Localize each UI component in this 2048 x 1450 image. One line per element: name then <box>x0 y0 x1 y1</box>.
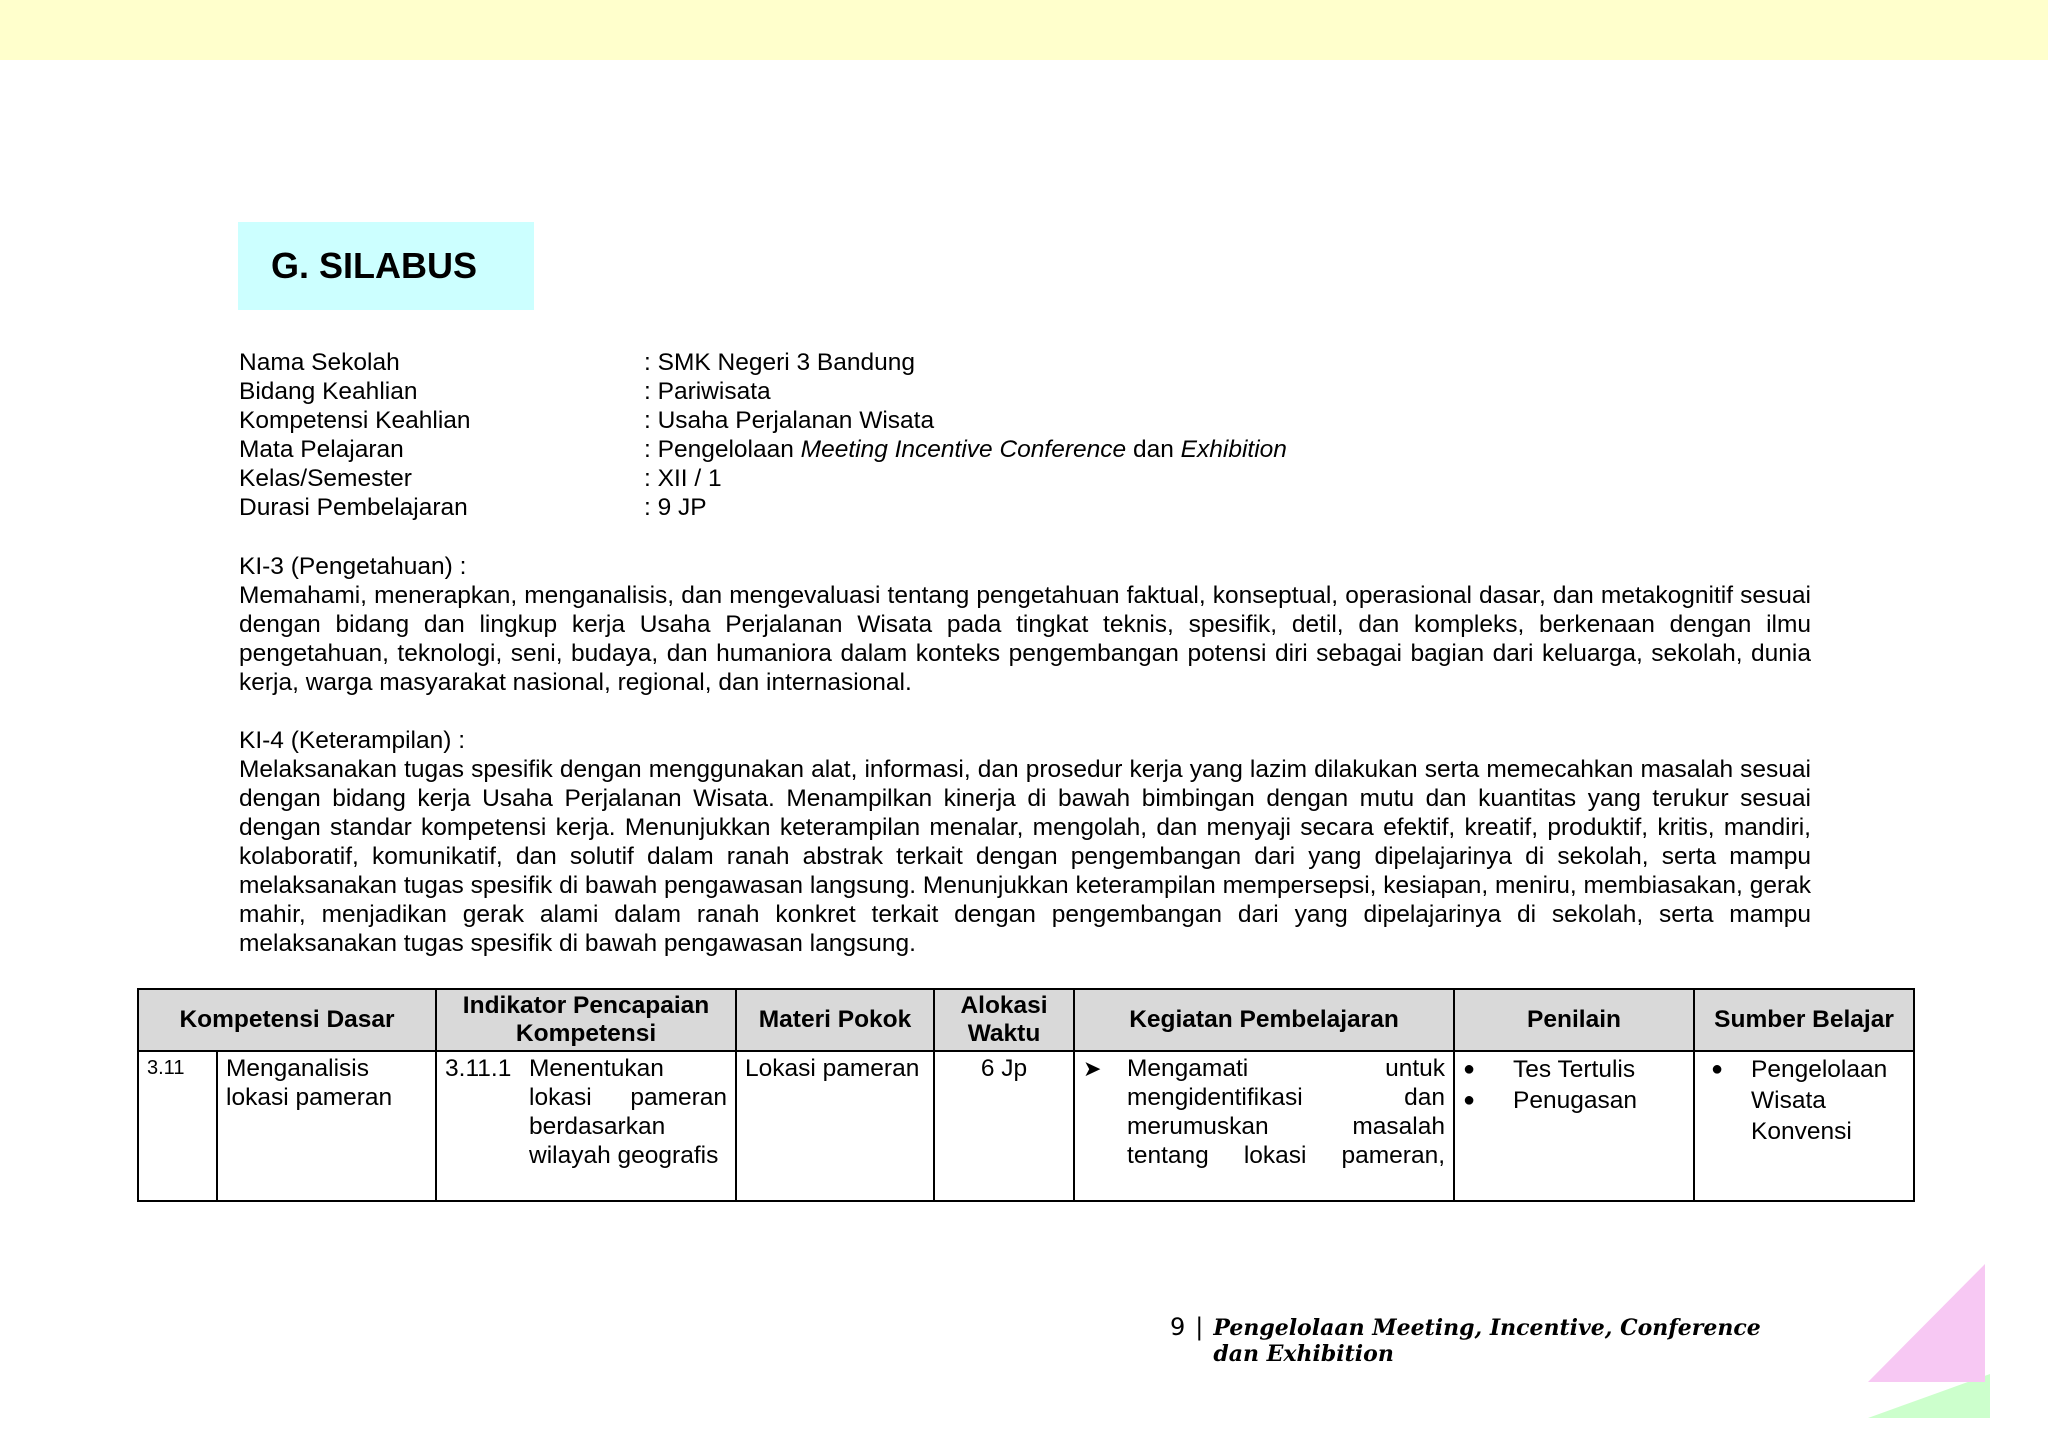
ipk-cell <box>436 1051 736 1201</box>
kegiatan-cell <box>1074 1051 1454 1201</box>
ipk-number: 3.11.1 <box>445 1055 512 1082</box>
meta-row-school <box>239 348 1287 377</box>
header-alokasi: Alokasi Waktu <box>934 989 1074 1051</box>
footer-separator: | <box>1195 1313 1204 1341</box>
meta-value: : 9 JP <box>644 494 707 521</box>
list-item <box>1463 1085 1685 1116</box>
ki4-heading: KI-4 (Keterampilan) : <box>239 727 466 754</box>
meta-row-class <box>239 464 1287 493</box>
table-row <box>138 1051 1914 1201</box>
meta-value-italic: Exhibition <box>1180 436 1287 463</box>
footer-title: Pengelolaan Meeting, Incentive, Conference dan Exhibition <box>1213 1315 1761 1367</box>
page-footer <box>1170 1313 1810 1367</box>
list-item <box>1703 1054 1905 1147</box>
ki3-block <box>239 552 1811 697</box>
meta-value-part: dan <box>1126 436 1181 463</box>
meta-row-subject <box>239 435 1287 464</box>
meta-row-field <box>239 377 1287 406</box>
header-kd: Kompetensi Dasar <box>138 989 436 1051</box>
table-header-row <box>138 989 1914 1051</box>
arrow-bullet-icon: ➤ <box>1083 1056 1102 1081</box>
meta-row-competency <box>239 406 1287 435</box>
meta-row-duration <box>239 493 1287 522</box>
penilaian-item: Penugasan <box>1513 1087 1637 1114</box>
kegiatan-text: Mengamati untuk mengidentifikasi dan merumuskan masalah tentang lokasi pameran, <box>1127 1055 1446 1169</box>
meta-value-part: : Pengelolaan <box>644 436 801 463</box>
penilaian-cell <box>1454 1051 1694 1201</box>
meta-value: : SMK Negeri 3 Bandung <box>644 349 916 376</box>
top-band <box>0 0 2048 60</box>
header-materi: Materi Pokok <box>736 989 934 1051</box>
header-ipk: Indikator Pencapaian Kompetensi <box>436 989 736 1051</box>
kd-text: Menganalisis lokasi pameran <box>217 1051 436 1201</box>
meta-label: Bidang Keahlian <box>239 378 418 405</box>
meta-label: Kompetensi Keahlian <box>239 407 471 434</box>
header-penilaian: Penilain <box>1454 989 1694 1051</box>
meta-label: Kelas/Semester <box>239 465 412 492</box>
meta-value: : Usaha Perjalanan Wisata <box>644 407 935 434</box>
ki4-block <box>239 726 1811 958</box>
meta-label: Mata Pelajaran <box>239 436 404 463</box>
section-title-text: G. SILABUS <box>271 245 478 286</box>
ipk-text: Menentukan lokasi pameran berdasarkan wilayah geografis <box>529 1055 728 1169</box>
list-item <box>1463 1054 1685 1085</box>
alokasi-cell: 6 Jp <box>934 1051 1074 1201</box>
ki3-heading: KI-3 (Pengetahuan) : <box>239 553 467 580</box>
bullet-icon: ● <box>1463 1089 1476 1111</box>
corner-decoration <box>1860 1262 2000 1422</box>
section-title <box>238 222 534 310</box>
pink-triangle <box>1868 1264 1985 1382</box>
meta-value <box>644 435 1287 464</box>
kd-number: 3.11 <box>138 1051 217 1201</box>
sumber-cell <box>1694 1051 1914 1201</box>
syllabus-table <box>137 988 1915 1202</box>
meta-value: : Pariwisata <box>644 378 771 405</box>
ki3-text: Memahami, menerapkan, menganalisis, dan mengevaluasi tentang pengetahuan faktual, konseptual, operasional dasar, dan metakognitif sesuai dengan bidang dan lingkup kerja Usaha Perjalanan Wisata pada tingkat teknis, spesifik, detil, dan kompleks, berkenaan dengan ilmu pengetahuan, teknologi, seni, budaya, dan humaniora dalam konteks pengembangan potensi diri sebagai bagian dari keluarga, sekolah, dunia kerja, warga masyarakat nasional, regional, dan internasional. <box>239 582 1811 696</box>
meta-label: Nama Sekolah <box>239 349 400 376</box>
header-kegiatan: Kegiatan Pembelajaran <box>1074 989 1454 1051</box>
meta-value-italic: Meeting Incentive Conference <box>800 436 1127 463</box>
bullet-icon: ● <box>1463 1058 1476 1080</box>
penilaian-item: Tes Tertulis <box>1513 1056 1636 1083</box>
meta-label: Durasi Pembelajaran <box>239 494 468 521</box>
bullet-icon: ● <box>1711 1058 1724 1080</box>
page-number: 9 <box>1170 1313 1186 1341</box>
identity-block <box>239 348 1287 522</box>
materi-cell: Lokasi pameran <box>736 1051 934 1201</box>
meta-value: : XII / 1 <box>644 465 722 492</box>
header-sumber: Sumber Belajar <box>1694 989 1914 1051</box>
sumber-item: Pengelolaan Wisata Konvensi <box>1751 1056 1888 1145</box>
ki4-text: Melaksanakan tugas spesifik dengan menggunakan alat, informasi, dan prosedur kerja yang lazim dilakukan serta memecahkan masalah sesuai dengan bidang kerja Usaha Perjalanan Wisata. Menampilkan kinerja di bawah bimbingan dengan mutu dan kuantitas yang terukur sesuai dengan standar kompetensi kerja. Menunjukkan keterampilan menalar, mengolah, dan menyaji secara efektif, kreatif, produktif, kritis, mandiri, kolaboratif, komunikatif, dan solutif dalam ranah abstrak terkait dengan pengembangan dari yang dipelajarinya di sekolah, serta mampu melaksanakan tugas spesifik di bawah pengawasan langsung. Menunjukkan keterampilan mempersepsi, kesiapan, meniru, membiasakan, gerak mahir, menjadikan gerak alami dalam ranah konkret terkait dengan pengembangan dari yang dipelajarinya di sekolah, serta mampu melaksanakan tugas spesifik di bawah pengawasan langsung. <box>239 756 1811 957</box>
